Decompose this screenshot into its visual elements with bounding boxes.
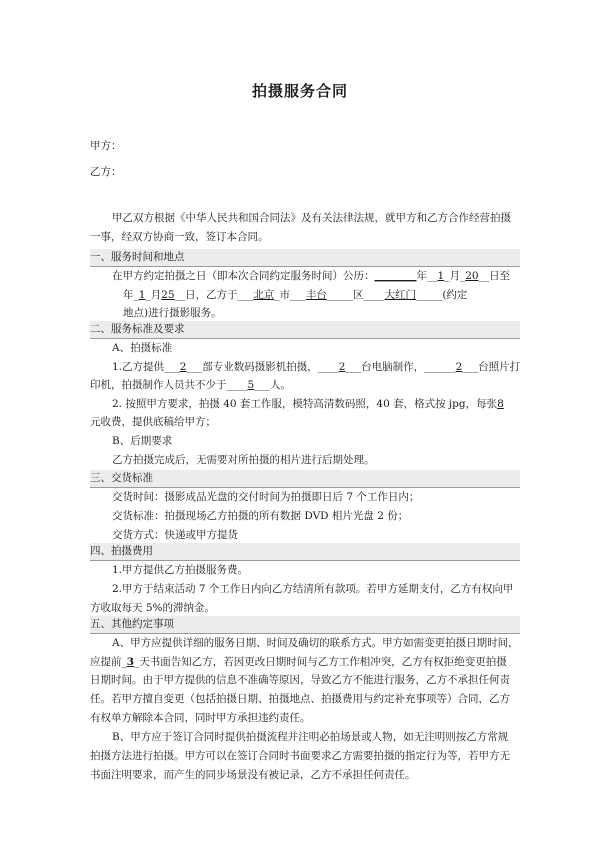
- equipment-text-a: 1.乙方提供___: [112, 361, 180, 373]
- staff-text-a: 印机，拍摄制作人员共不少于____: [90, 379, 248, 391]
- end-year-label: 年_: [123, 289, 139, 301]
- printer-count: 2: [455, 361, 463, 373]
- pricing-line-2: 元收费，提供底稿给甲方；: [90, 416, 216, 428]
- clause-a-line-2: [90, 655, 507, 669]
- day-label: __日至: [478, 270, 511, 282]
- pricing-line-1: [112, 397, 504, 411]
- fee-line-2: 2.甲方于结束活动 7 个工作日内向乙方结清所有款项。若甲方延期支付，乙方有权向甲: [112, 583, 514, 595]
- section-1-line-1: [112, 269, 510, 283]
- clause-a-line-4: 任。若甲方擅自变更（包括拍摄日期、拍摄地点、拍摄费用与约定补充事项等）合同，乙方: [90, 693, 510, 705]
- post-processing-text: 乙方拍摄完成后，无需要对所拍摄的相片进行后期处理。: [112, 454, 375, 466]
- place-value: 大红门: [384, 289, 417, 301]
- notice-text-pre: 应提前_: [90, 656, 127, 668]
- year-blank: ________: [374, 270, 417, 282]
- page-title: 拍摄服务合同: [251, 82, 348, 100]
- section-1-line-2: [123, 288, 467, 302]
- party-b-label: 乙方：: [90, 166, 122, 178]
- end-day-value: 25: [161, 289, 175, 301]
- section-4-heading: 四、拍摄费用: [90, 545, 153, 557]
- clause-a-line-5: 有权单方解除本合同，同时甲方承担违约责任。: [90, 712, 311, 724]
- party-a-label: 甲方：: [90, 140, 122, 152]
- fee-line-1: 1.甲方提供乙方拍摄服务费。: [112, 564, 249, 576]
- intro-line-2: 一事，经双方协商一致，签订本合同。: [90, 231, 269, 243]
- section-2-divider: [90, 338, 520, 339]
- section-3-heading: 三、交货标准: [90, 472, 153, 484]
- month-value: 1: [437, 270, 445, 282]
- district-label: _____区____: [326, 289, 385, 301]
- month-label: _月_: [444, 270, 466, 282]
- equipment-text-e: ___台电脑制作，______: [345, 361, 456, 373]
- year-label: 年__: [416, 270, 438, 282]
- section-3-header-bg: [90, 470, 520, 488]
- district-value: 丰台: [305, 289, 327, 301]
- delivery-standard: 交货标准：拍摄现场乙方拍摄的所有数据 DVD 相片光盘 2 份；: [112, 510, 409, 522]
- clause-b-line-2: 拍摄方法进行拍摄。甲方可以在签订合同时书面要求乙方需要拍摄的指定行为等，若甲方无: [90, 750, 510, 762]
- intro-line-1: 甲乙双方根据《中华人民共和国合同法》及有关法律法规，就甲方和乙方合作经营拍摄: [112, 212, 511, 224]
- section-3-divider: [90, 487, 520, 488]
- section-4-divider: [90, 560, 520, 561]
- staff-text-c: ___人。: [254, 379, 291, 391]
- clause-b-line-3: 书面注明要求，而产生的同步场景没有被记录，乙方不承担任何责任。: [90, 769, 416, 781]
- section-1-heading: 一、服务时间和地点: [90, 251, 185, 263]
- city-label: _市___: [274, 289, 306, 301]
- clause-a-line-1: A、甲方应提供详细的服务日期、时间及确切的联系方式。甲方如需变更拍摄日期时间，: [112, 637, 519, 649]
- day-value: 20: [465, 270, 479, 282]
- service-date-text: 在甲方约定拍摄之日（即本次合同约定服务时间）公历：: [112, 270, 375, 282]
- section-5-divider: [90, 633, 520, 634]
- notice-days: 3: [126, 656, 135, 668]
- city-value: 北京: [253, 289, 275, 301]
- section-1-divider: [90, 266, 520, 267]
- staff-count: 5: [247, 379, 255, 391]
- section-2-heading: 二、服务标准及要求: [90, 323, 185, 335]
- section-4-header-bg: [90, 543, 520, 561]
- clause-b-line-1: B、甲方应于签订合同时提供拍摄流程并注明必拍场景或人物，如无注明则按乙方常规: [112, 731, 509, 743]
- section-1-line-3: 地点)进行摄影服务。: [123, 307, 222, 319]
- computer-count: 2: [338, 361, 346, 373]
- notice-text-post: _天书面告知乙方，若因更改日期时间与乙方工作相冲突，乙方有权拒绝变更拍摄: [134, 656, 507, 668]
- delivery-time: 交货时间：摄影成品光盘的交付时间为拍摄即日后 7 个工作日内；: [112, 491, 420, 503]
- equipment-line-2: [90, 378, 291, 392]
- shooting-standard-label: A、拍摄标准: [112, 342, 173, 354]
- section-5-heading: 五、其他约定事项: [90, 618, 174, 630]
- post-processing-label: B、后期要求: [112, 435, 173, 447]
- end-month-label: _月: [145, 289, 162, 301]
- end-month-value: 1: [138, 289, 146, 301]
- price-per-photo: 8: [497, 398, 504, 410]
- fee-line-3: 方收取每天 5%的滞纳金。: [90, 602, 215, 614]
- equipment-line-1: [112, 360, 520, 374]
- camera-count: 2: [179, 361, 187, 373]
- pricing-text: 2. 按照甲方要求，拍摄 40 套工作服，模特高清数码照，40 套，格式按 jpg，每张: [112, 398, 498, 410]
- end-day-label: __日，乙方于___: [174, 289, 254, 301]
- clause-a-line-3: 日期时间。由于甲方提供的信息不准确等原因，导致乙方不能进行服务，乙方不承担任何责: [90, 674, 510, 686]
- equipment-text-g: ___台照片打: [462, 361, 521, 373]
- equipment-text-c: ___部专业数码摄影机拍摄，____: [186, 361, 339, 373]
- place-label: _____(约定: [416, 289, 468, 301]
- delivery-method: 交货方式：快递或甲方提货: [112, 529, 238, 541]
